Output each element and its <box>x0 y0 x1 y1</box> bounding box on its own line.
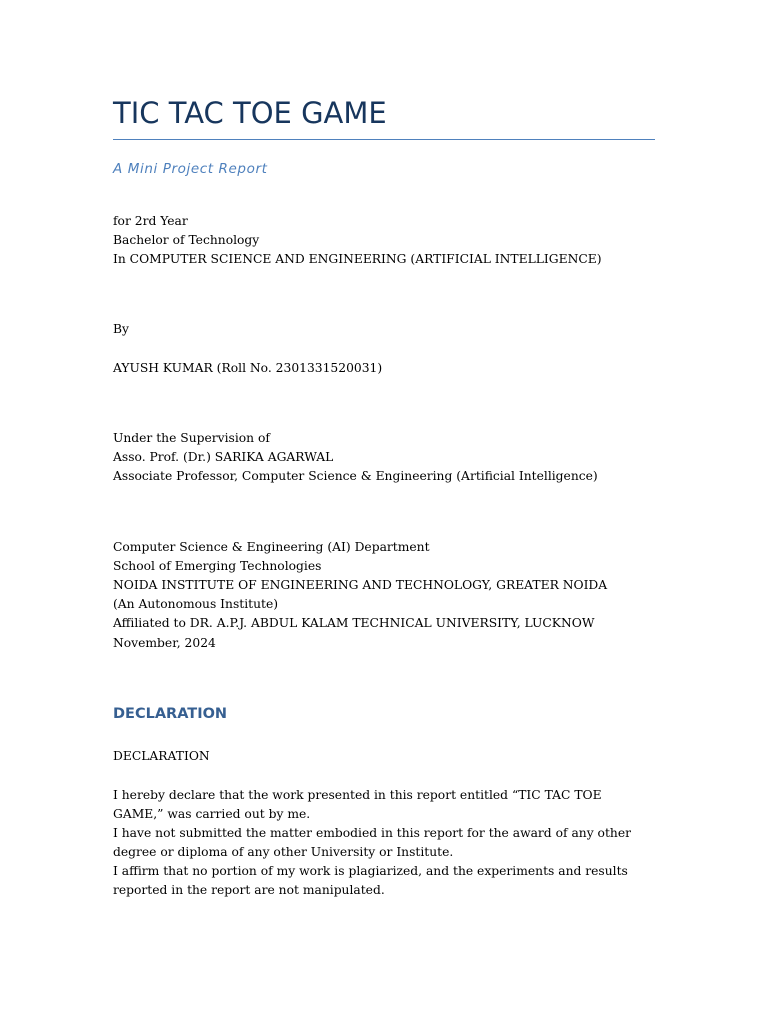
degree-line: Bachelor of Technology <box>113 233 260 247</box>
school-line: School of Emerging Technologies <box>113 559 322 573</box>
document-subtitle: A Mini Project Report <box>113 161 268 177</box>
institute-status-line: (An Autonomous Institute) <box>113 597 279 611</box>
declaration-paragraph-2: I have not submitted the matter embodied in this report for the award of any other degree or diploma of any other University or Institute. <box>113 826 631 860</box>
affiliation-line: Affiliated to DR. A.P.J. ABDUL KALAM TECHNICAL UNIVERSITY, LUCKNOW <box>113 616 595 630</box>
supervisor-title: Associate Professor, Computer Science & Engineering (Artificial Intelligence) <box>113 469 598 483</box>
document-title: TIC TAC TOE GAME <box>113 96 387 130</box>
branch-line: In COMPUTER SCIENCE AND ENGINEERING (ARTIFICIAL INTELLIGENCE) <box>113 252 602 266</box>
for-year-line: for 2rd Year <box>113 214 188 228</box>
title-underline <box>113 139 655 140</box>
declaration-heading: DECLARATION <box>113 706 228 722</box>
declaration-paragraph-1: I hereby declare that the work presented in this report entitled “TIC TAC TOE GAME,” was carried out by me. <box>113 788 602 822</box>
declaration-label: DECLARATION <box>113 749 210 763</box>
department-line: Computer Science & Engineering (AI) Department <box>113 540 430 554</box>
supervision-label: Under the Supervision of <box>113 431 270 445</box>
institute-line: NOIDA INSTITUTE OF ENGINEERING AND TECHNOLOGY, GREATER NOIDA <box>113 578 608 592</box>
author-line: AYUSH KUMAR (Roll No. 2301331520031) <box>113 361 383 375</box>
by-line: By <box>113 322 129 336</box>
declaration-paragraph-3: I affirm that no portion of my work is plagiarized, and the experiments and results reported in the report are not manipulated. <box>113 864 628 898</box>
date-line: November, 2024 <box>113 636 216 650</box>
supervisor-name: Asso. Prof. (Dr.) SARIKA AGARWAL <box>113 450 334 464</box>
